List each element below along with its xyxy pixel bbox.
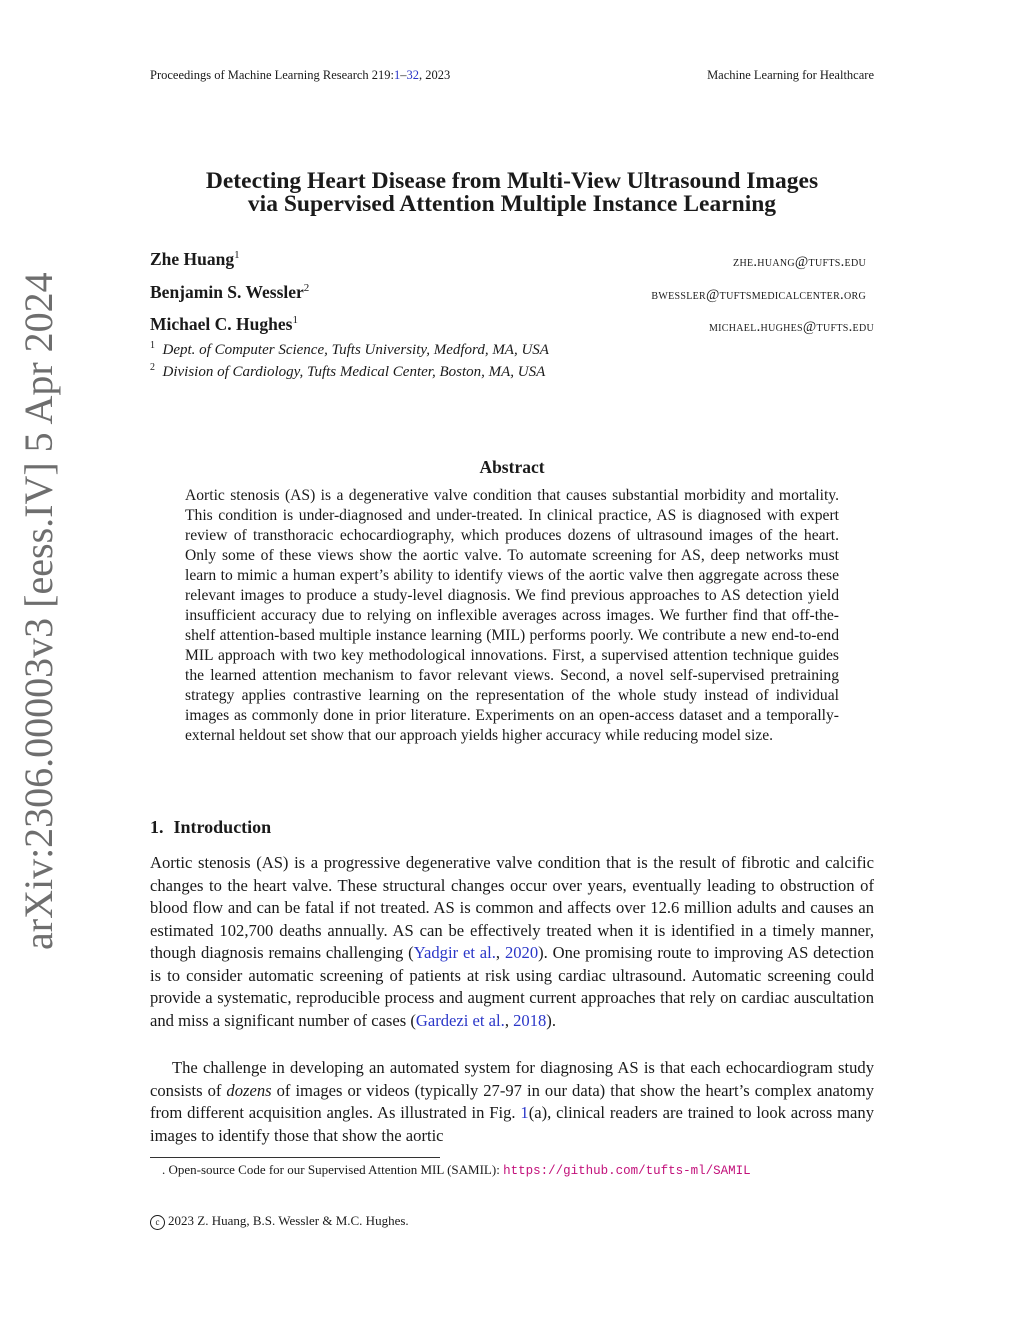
- running-header-venue: Machine Learning for Healthcare: [707, 68, 874, 82]
- arxiv-watermark: arXiv:2306.00003v3 [eess.IV] 5 Apr 2024: [16, 272, 61, 950]
- intro-text: The challenge in developing an automated system for diagnosing AS is that each echocardiogram study consists of: [150, 1058, 874, 1100]
- intro-text: (a), clinical readers are trained to look across many images to identify those that show the aortic: [150, 1103, 874, 1145]
- author-1: [150, 249, 240, 270]
- author-aff: 1: [234, 249, 240, 262]
- abstract-body: Aortic stenosis (AS) is a degenerative valve condition that causes substantial morbidity and mortality. This condition is under-diagnosed and under-treated. In clinical practice, AS is diagnosed with expert review of transthoracic echocardiography, which produces dozens of ultrasound images of the heart. Only some of these views show the aortic valve. To automate screening for AS, deep networks must learn to mimic a human expert’s ability to identify views of the aortic valve then aggregate across these relevant images to produce a study-level diagnosis. We find previous approaches to AS detection yield insufficient accuracy due to relying on inflexible averages across images. We further find that off-the-shelf attention-based multiple instance learning (MIL) performs poorly. We contribute a new end-to-end MIL approach with two key methodological innovations. First, a supervised attention technique guides the learned attention mechanism to favor relevant views. Second, a novel self-supervised pretraining strategy applies contrastive learning on the representation of the whole study instead of individual images as commonly done in prior literature. Experiments on an open-access dataset and a temporally-external heldout set show that our approach yields higher accuracy while reducing model size.: [185, 487, 839, 744]
- citation-gardezi-author[interactable]: Gardezi et al.: [415, 1010, 505, 1030]
- author-3-email: michael.hughes@tufts.edu: [708, 319, 874, 335]
- citation-gardezi-year[interactable]: 2018: [513, 1010, 547, 1030]
- affiliation-num: 2: [150, 362, 155, 373]
- section-number: 1.: [150, 817, 164, 837]
- abstract-heading: Abstract: [479, 457, 545, 477]
- intro-text: Aortic stenosis (AS) is a progressive degenerative valve condition that is the result of fibrotic and calcific changes to the heart valve. These structural changes occur over years, eventually leading to obstruction of blood flow and can be fatal if not treated. AS is common and affects over 12.6 million adults and causes an estimated 102,700 deaths annually. AS can be effectively treated when it is identified in a timely manner, though diagnosis remains challenging (: [150, 853, 874, 962]
- section-heading-introduction: [150, 817, 271, 838]
- copyright-icon: c: [150, 1215, 165, 1230]
- author-1-email: zhe.huang@tufts.edu: [733, 254, 866, 270]
- citation-sep: ,: [495, 943, 505, 962]
- author-3: [150, 314, 298, 335]
- author-aff: 1: [292, 314, 298, 327]
- affiliation-text: Dept. of Computer Science, Tufts University, Medford, MA, USA: [162, 342, 549, 358]
- emphasis-dozens: dozens: [226, 1080, 272, 1100]
- page-dash: –: [400, 68, 407, 82]
- citation-yadgir-year[interactable]: 2020: [504, 943, 539, 962]
- intro-text: ). One promising route to improving AS detection is to consider automatic screening of patients at risk using cardiac ultrasound. Automatic screening could provide a systematic, reproducible process and augment current approaches that rely on cardiac auscultation and miss a significant number of cases (: [150, 943, 874, 1030]
- page-end-link[interactable]: 32: [406, 68, 420, 82]
- author-name: Benjamin S. Wessler: [150, 282, 304, 302]
- copyright-text: 2023 Z. Huang, B.S. Wessler & M.C. Hughes.: [168, 1213, 409, 1228]
- page-start-link[interactable]: 1: [394, 68, 401, 82]
- intro-text: of images or videos (typically 27-97 in our data) that show the heart’s complex anatomy from different acquisition angles. As illustrated in Fig.: [150, 1080, 875, 1122]
- copyright-line: [150, 1213, 409, 1230]
- author-2: [150, 282, 309, 303]
- github-link[interactable]: https://github.com/tufts-ml/SAMIL: [503, 1164, 751, 1178]
- author-2-email: bwessler@tuftsmedicalcenter.org: [651, 287, 866, 303]
- citation-sep: ,: [504, 1010, 514, 1030]
- intro-text: ).: [546, 1010, 556, 1030]
- intro-paragraph-2: [150, 1057, 874, 1147]
- affiliation-1: [150, 340, 549, 359]
- figure-ref-link[interactable]: 1: [520, 1103, 529, 1122]
- section-title: Introduction: [173, 817, 272, 837]
- affiliation-num: 1: [150, 340, 155, 351]
- author-aff: 2: [303, 282, 310, 295]
- running-header-left: [150, 68, 450, 83]
- proceedings-text: Proceedings of Machine Learning Research 219:: [150, 68, 395, 82]
- title-line-2: via Supervised Attention Multiple Instance Learning: [247, 191, 777, 217]
- affiliation-2: [150, 362, 545, 381]
- title-line-1: Detecting Heart Disease from Multi-View Ultrasound Images: [205, 168, 819, 194]
- footnote: [162, 1162, 751, 1178]
- affiliation-text: Division of Cardiology, Tufts Medical Center, Boston, MA, USA: [162, 364, 546, 380]
- author-name: Michael C. Hughes: [150, 314, 293, 334]
- citation-yadgir-author[interactable]: Yadgir et al.: [413, 943, 496, 962]
- paper-title: [100, 170, 924, 216]
- author-name: Zhe Huang: [150, 249, 235, 269]
- header-year: , 2023: [419, 68, 451, 82]
- footnote-text: . Open-source Code for our Supervised Attention MIL (SAMIL):: [162, 1162, 504, 1177]
- footnote-rule: [150, 1157, 440, 1158]
- intro-paragraph-1: [150, 852, 874, 1032]
